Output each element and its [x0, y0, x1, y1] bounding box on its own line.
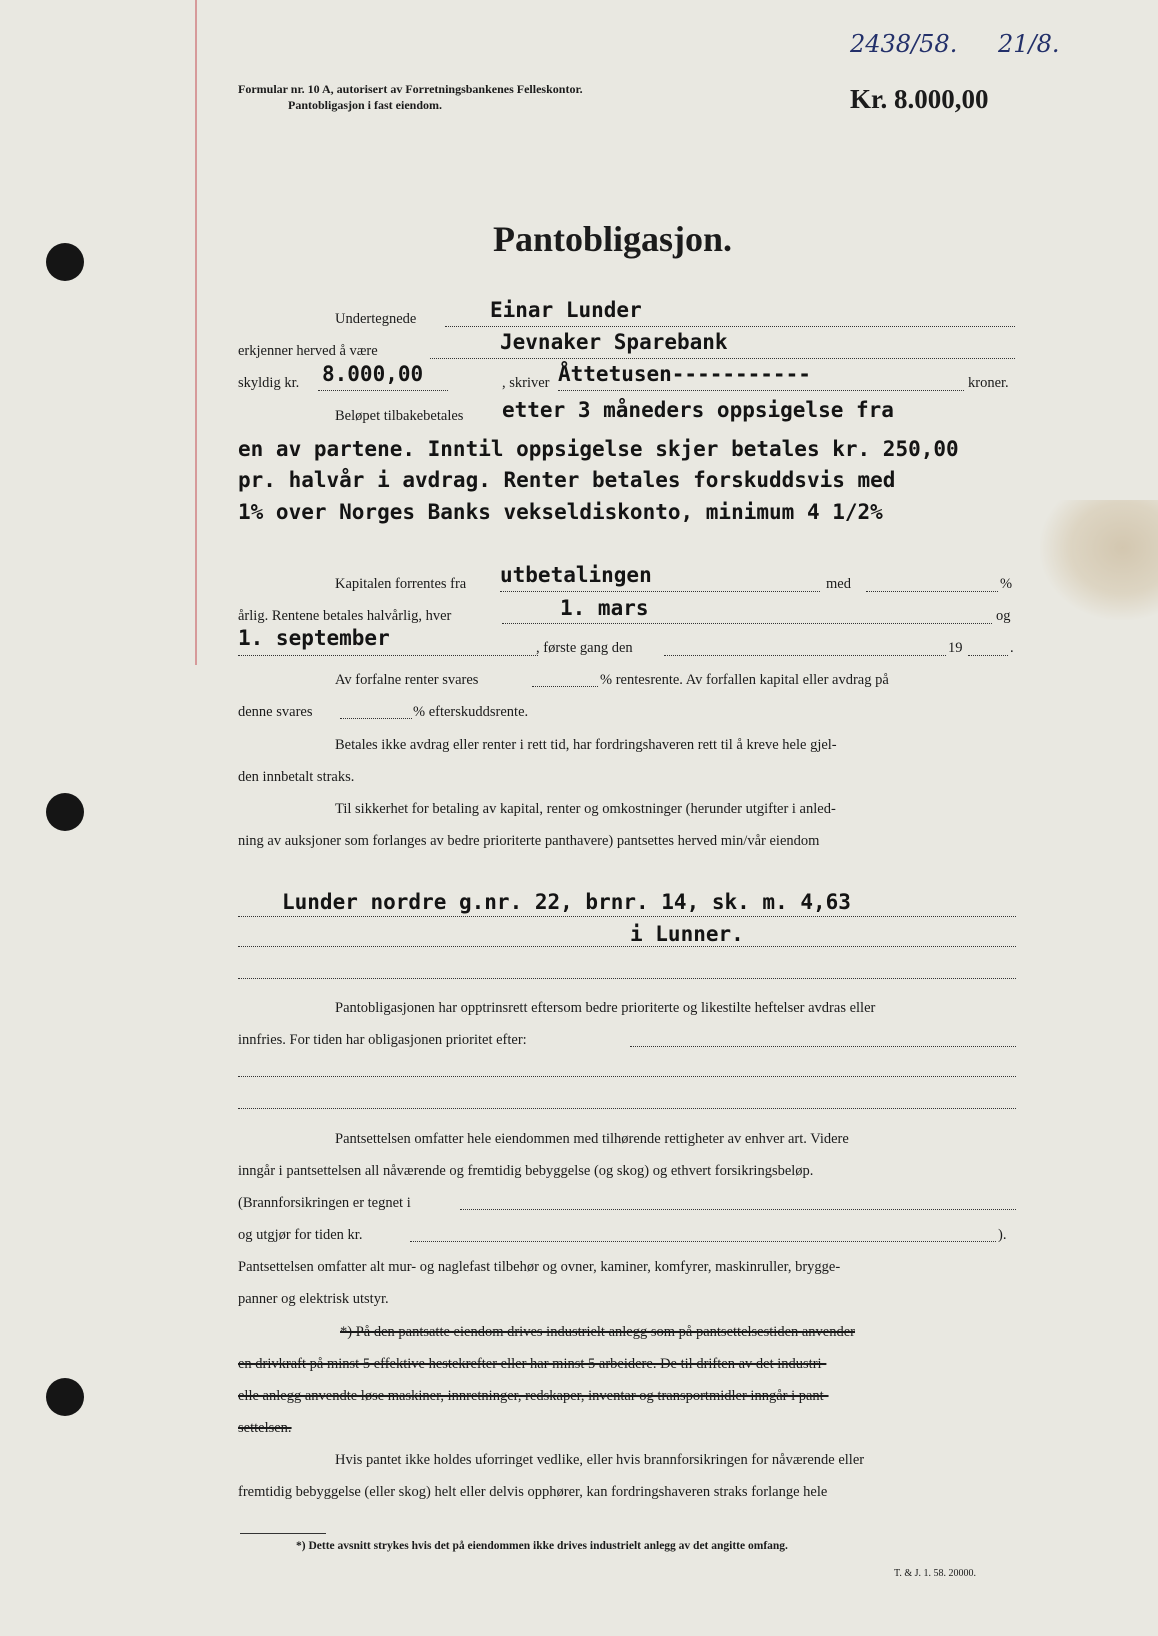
omfatter-line-4: og utgjør for tiden kr. [238, 1227, 363, 1243]
kapitalen-label: Kapitalen forrentes fra [335, 576, 467, 592]
utgjor-line [410, 1241, 996, 1242]
rentesrente-line [532, 686, 598, 687]
betales-line-1: Betales ikke avdrag eller renter i rett tid, har fordringshaveren rett til å kreve hele gjel- [335, 737, 837, 753]
skyldig-line [318, 390, 448, 391]
punch-hole-middle [46, 793, 84, 831]
form-subtitle: Pantobligasjon i fast eiendom. [288, 98, 443, 112]
kapitalen-line [500, 591, 820, 592]
undertegnede-value: Einar Lunder [490, 298, 642, 322]
forfalne-text-b: % rentesrente. Av forfallen kapital eller avdrag på [600, 672, 889, 688]
footnote-rule [240, 1533, 326, 1534]
skriver-label: , skriver [502, 375, 550, 391]
forste-gang-label: , første gang den [536, 640, 633, 656]
handwritten-ref-number: 2438/58. [850, 30, 958, 58]
med-label: med [826, 576, 851, 592]
forste-gang-line [664, 655, 946, 656]
year-line [968, 655, 1008, 656]
belopet-label: Beløpet tilbakebetales [335, 408, 464, 424]
property-line-1: Lunder nordre g.nr. 22, brnr. 14, sk. m. 4,63 [282, 890, 851, 914]
belopet-line-4: 1% over Norges Banks vekseldiskonto, minimum 4 1/2% [238, 500, 883, 524]
printer-mark: T. & J. 1. 58. 20000. [894, 1568, 977, 1579]
year-period: . [1010, 640, 1014, 656]
arlig-value: 1. mars [560, 596, 649, 620]
industri-line-2: en drivkraft på minst 5 effektive hestekrefter eller har minst 5 arbeidere. De til driften av det industri- [238, 1356, 827, 1372]
omfatter-line-4-end: ). [998, 1227, 1007, 1243]
margin-rule [195, 0, 197, 665]
industri-line-4: settelsen. [238, 1420, 292, 1436]
percent-label: % [1000, 576, 1013, 592]
efterskudd-line [340, 718, 412, 719]
tilbehor-line-1: Pantsettelsen omfatter alt mur- og naglefast tilbehør og ovner, kaminer, komfyrer, maskinruller, brygge- [238, 1259, 841, 1275]
property-dotline-3 [238, 978, 1016, 979]
september-line [238, 655, 538, 656]
punch-hole-top [46, 243, 84, 281]
undertegnede-label: Undertegnede [335, 311, 417, 327]
vedlike-line-1: Hvis pantet ikke holdes uforringet vedlike, eller hvis brannforsikringen for nåværende eller [335, 1452, 865, 1468]
forfalne-text-d: % efterskuddsrente. [413, 704, 529, 720]
belopet-line-3: pr. halvår i avdrag. Renter betales forskuddsvis med [238, 468, 896, 492]
betales-line-2: den innbetalt straks. [238, 769, 355, 785]
document-title: Pantobligasjon. [493, 219, 733, 259]
med-line [866, 591, 998, 592]
erkjenner-value: Jevnaker Sparebank [500, 330, 728, 354]
kroner-label: kroner. [968, 375, 1009, 391]
prioritet-line-3 [238, 1108, 1016, 1109]
industri-line-1: *) På den pantsatte eiendom drives industrielt anlegg som på pantsettelsestiden anvender [340, 1324, 856, 1340]
omfatter-line-2: inngår i pantsettelsen all nåværende og fremtidig bebyggelse (og skog) og ethvert forsikringsbeløp. [238, 1163, 814, 1179]
skyldig-label: skyldig kr. [238, 375, 300, 391]
vedlike-line-2: fremtidig bebyggelse (eller skog) helt eller delvis opphører, kan fordringshaveren straks forlange hele [238, 1484, 828, 1500]
punch-hole-bottom [46, 1378, 84, 1416]
property-line-2: i Lunner. [630, 922, 744, 946]
industri-line-3: elle anlegg anvendte løse maskiner, innretninger, redskaper, inventar og transportmidler inngår i pant- [238, 1388, 829, 1404]
skriver-line [558, 390, 964, 391]
amount-header: Kr. 8.000,00 [850, 84, 989, 114]
footnote: *) Dette avsnitt strykes hvis det på eiendommen ikke drives industrielt anlegg av det angitte omfang. [296, 1540, 788, 1552]
sikkerhet-line-2: ning av auksjoner som forlanges av bedre prioriterte panthavere) pantsettes herved min/vår eiendom [238, 833, 820, 849]
forfalne-text-c: denne svares [238, 704, 313, 720]
property-dotline-2 [238, 946, 1016, 947]
year-label: 19 [948, 640, 963, 656]
form-reference: Formular nr. 10 A, autorisert av Forretningsbankenes Felleskontor. [238, 82, 583, 96]
belopet-line-2: en av partene. Inntil oppsigelse skjer betales kr. 250,00 [238, 437, 959, 461]
og-label: og [996, 608, 1011, 624]
sikkerhet-line-1: Til sikkerhet for betaling av kapital, renter og omkostninger (herunder utgifter i anled- [335, 801, 836, 817]
erkjenner-line [430, 358, 1015, 359]
omfatter-line-1: Pantsettelsen omfatter hele eiendommen med tilhørende rettigheter av enhver art. Videre [335, 1131, 849, 1147]
prioritet-line-1 [630, 1046, 1016, 1047]
kapitalen-value: utbetalingen [500, 563, 652, 587]
september-value: 1. september [238, 626, 390, 650]
erkjenner-label: erkjenner herved å være [238, 343, 378, 359]
handwritten-ref-date: 21/8. [998, 30, 1060, 58]
undertegnede-line [445, 326, 1015, 327]
belopet-line-1: etter 3 måneders oppsigelse fra [502, 398, 894, 422]
brannforsikring-line [460, 1209, 1016, 1210]
arlig-label: årlig. Rentene betales halvårlig, hver [238, 608, 452, 624]
arlig-line [502, 623, 992, 624]
prioritet-line-2 [238, 1076, 1016, 1077]
skriver-value: Åttetusen----------- [558, 362, 811, 386]
water-stain [1040, 500, 1158, 620]
omfatter-line-3: (Brannforsikringen er tegnet i [238, 1195, 411, 1211]
opptrinn-line-2: innfries. For tiden har obligasjonen prioritet efter: [238, 1032, 527, 1048]
opptrinn-line-1: Pantobligasjonen har opptrinsrett eftersom bedre prioriterte og likestilte heftelser avdras eller [335, 1000, 876, 1016]
tilbehor-line-2: panner og elektrisk utstyr. [238, 1291, 389, 1307]
skyldig-value: 8.000,00 [322, 362, 424, 386]
property-dotline-1 [238, 916, 1016, 917]
forfalne-text-a: Av forfalne renter svares [335, 672, 479, 688]
